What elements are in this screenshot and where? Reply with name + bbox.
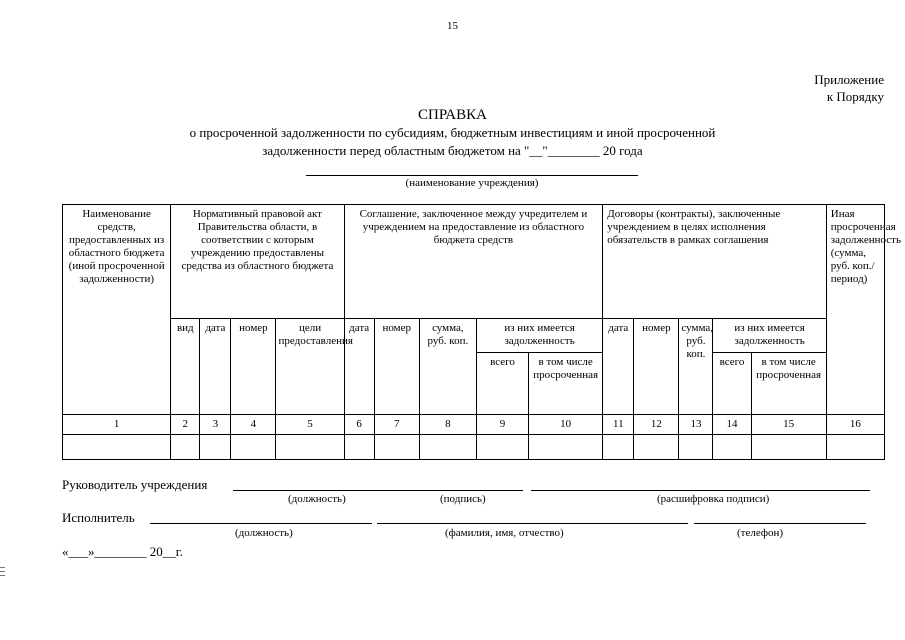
data-cell[interactable] — [713, 435, 751, 460]
margin-mark — [0, 575, 5, 576]
executor-phone-line[interactable] — [694, 523, 866, 524]
header-other-debt: Иная просроченная задолженность (сумма, руб. коп./ период) — [826, 205, 884, 415]
header-contract-date: дата — [603, 319, 634, 415]
header-contract-sum: сумма, руб. коп. — [679, 319, 713, 415]
data-cell[interactable] — [603, 435, 634, 460]
appendix-line-1: Приложение — [814, 72, 884, 87]
head-decoding-line[interactable] — [531, 490, 870, 491]
head-caption-decoding: (расшифровка подписи) — [657, 493, 770, 505]
executor-caption-position: (должность) — [235, 527, 293, 539]
data-cell[interactable] — [231, 435, 276, 460]
head-label: Руководитель учреждения — [62, 477, 208, 492]
column-number: 7 — [374, 415, 419, 435]
column-number: 11 — [603, 415, 634, 435]
header-agreement-date: дата — [344, 319, 374, 415]
column-number: 5 — [276, 415, 344, 435]
data-cell[interactable] — [419, 435, 476, 460]
institution-caption: (наименование учреждения) — [405, 177, 539, 189]
data-cell[interactable] — [200, 435, 231, 460]
column-number: 2 — [171, 415, 200, 435]
appendix-note — [814, 71, 884, 105]
debt-table — [62, 204, 902, 460]
column-number: 15 — [751, 415, 826, 435]
data-cell[interactable] — [751, 435, 826, 460]
header-agreement: Соглашение, заключенное между учредителем и учреждением на предоставление из областного бюджета средств — [344, 205, 603, 319]
margin-mark — [0, 567, 5, 568]
data-cell[interactable] — [529, 435, 603, 460]
appendix-line-2: к Порядку — [826, 89, 884, 104]
header-agreement-debt: из них имеется задолженность — [476, 319, 602, 353]
header-contracts: Договоры (контракты), заключенные учреждением в целях исполнения обязательств в рамках соглашения — [603, 205, 827, 319]
data-entry-row — [63, 435, 885, 460]
data-cell[interactable] — [63, 435, 171, 460]
executor-label: Исполнитель — [62, 510, 135, 525]
executor-name-line[interactable] — [377, 523, 688, 524]
head-caption-signature: (подпись) — [440, 493, 486, 505]
header-agreement-sum: сумма, руб. коп. — [419, 319, 476, 415]
column-number: 14 — [713, 415, 751, 435]
data-cell[interactable] — [826, 435, 884, 460]
column-number: 6 — [344, 415, 374, 435]
executor-caption-name: (фамилия, имя, отчество) — [445, 527, 564, 539]
header-act-number: номер — [231, 319, 276, 415]
column-number: 12 — [634, 415, 679, 435]
header-agreement-debt-total: всего — [476, 353, 528, 415]
executor-caption-phone: (телефон) — [737, 527, 784, 539]
header-act-purpose: цели предоставления — [276, 319, 344, 415]
data-cell[interactable] — [634, 435, 679, 460]
column-number: 10 — [529, 415, 603, 435]
data-cell[interactable] — [276, 435, 344, 460]
executor-position-line[interactable] — [150, 523, 372, 524]
subtitle-line-1: о просроченной задолженности по субсидиям, бюджетным инвестициям и иной просроченной — [189, 125, 716, 140]
header-agreement-number: номер — [374, 319, 419, 415]
header-contract-debt-total: всего — [713, 353, 751, 415]
header-act-kind: вид — [171, 319, 200, 415]
header-contract-number: номер — [634, 319, 679, 415]
header-funds-name: Наименование средств, предоставленных из областного бюджета (иной просроченной задолженности) — [63, 205, 171, 415]
institution-name-line[interactable] — [306, 175, 638, 176]
data-cell[interactable] — [171, 435, 200, 460]
subtitle-line-2: задолженности перед областным бюджетом на "__"________ 20 года — [262, 143, 643, 158]
head-position-signature-line[interactable] — [233, 490, 523, 491]
date-line: «___»________ 20__г. — [62, 544, 183, 559]
header-contract-debt-overdue: в том числе просроченная — [751, 353, 826, 415]
document-subtitle — [0, 124, 905, 160]
column-number: 1 — [63, 415, 171, 435]
column-number-row — [63, 415, 885, 435]
column-number: 4 — [231, 415, 276, 435]
data-cell[interactable] — [374, 435, 419, 460]
margin-mark — [0, 571, 5, 572]
page-number: 15 — [447, 20, 458, 32]
column-number: 3 — [200, 415, 231, 435]
column-number: 16 — [826, 415, 884, 435]
column-number: 9 — [476, 415, 528, 435]
header-contract-debt: из них имеется задолженность — [713, 319, 826, 353]
data-cell[interactable] — [344, 435, 374, 460]
head-caption-position: (должность) — [288, 493, 346, 505]
data-cell[interactable] — [679, 435, 713, 460]
data-cell[interactable] — [476, 435, 528, 460]
column-number: 13 — [679, 415, 713, 435]
header-agreement-debt-overdue: в том числе просроченная — [529, 353, 603, 415]
header-act-date: дата — [200, 319, 231, 415]
header-legal-act: Нормативный правовой акт Правительства области, в соответствии с которым учреждению предоставлены средства из областного бюджета — [171, 205, 344, 319]
column-number: 8 — [419, 415, 476, 435]
document-title: СПРАВКА — [418, 107, 487, 123]
